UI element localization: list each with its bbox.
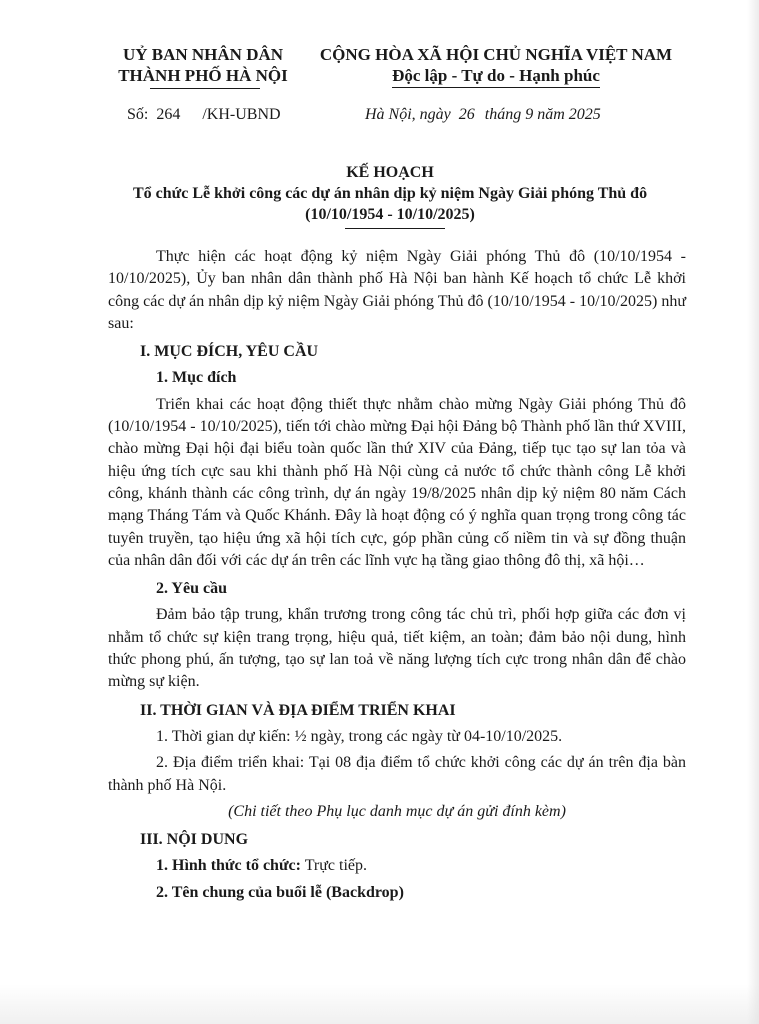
section-3-item-1 <box>108 855 686 877</box>
national-heading <box>308 44 684 88</box>
section-3-item-1-value: Trực tiếp. <box>304 857 368 875</box>
section-1-heading: I. MỤC ĐÍCH, YÊU CẦU <box>140 343 319 361</box>
section-1-sub-1-heading: 1. Mục đích <box>156 369 237 387</box>
page-bottom-shade <box>0 984 759 1024</box>
section-1-sub-2-text: Đảm bảo tập trung, khẩn trương trong công tác chủ trì, phối hợp giữa các đơn vị nhằm tổ chức sự kiện trang trọng, hiệu quả, tiết kiệm, an toàn; đảm bảo nội dung, hình thức phong phú, ấn tượng, tạo sự lan toả về năng lượng tích cực trong nhân dân để chào mừng sự kiện. <box>108 606 686 691</box>
date-prefix: Hà Nội, ngày <box>365 106 451 123</box>
doc-number-label: Số: <box>127 106 149 123</box>
title-line-2: (10/10/1954 - 10/10/2025) <box>305 206 475 223</box>
section-3-item-1-label: 1. Hình thức tổ chức: <box>156 857 301 875</box>
document-date <box>365 106 601 124</box>
page-edge-shadow <box>747 0 759 1024</box>
section-3-heading: III. NỘI DUNG <box>140 831 249 849</box>
nation-name: CỘNG HÒA XÃ HỘI CHỦ NGHĨA VIỆT NAM <box>319 45 673 64</box>
section-1-sub-1-text: Triển khai các hoạt động thiết thực nhằm chào mừng Ngày Giải phóng Thủ đô (10/10/1954 - 10/10/2025), tiến tới chào mừng Đại hội Đảng bộ Thành phố lần thứ XVIII, chào mừng Đại hội đại biểu toàn quốc lần thứ XIV của Đảng, tiếp tục tạo sự lan tỏa và hiệu ứng tích cực sau khi thành phố Hà Nội cùng cả nước tổ chức thành công Lễ khởi công, khánh thành các công trình, dự án ngày 19/8/2025 nhân dịp kỷ niệm 80 năm Cách mạng Tháng Tám và Quốc Khánh. Đây là hoạt động có ý nghĩa quan trọng trong công tác tuyên truyền, tạo hiệu ứng xã hội tích cực, góp phần củng cố niềm tin và sự đồng thuận của nhân dân đối với các dự án trên các lĩnh vực hạ tầng giao thông đô thị, xã hội… <box>108 395 686 569</box>
section-1-sub-2-heading: 2. Yêu cầu <box>156 580 227 598</box>
section-2-heading: II. THỜI GIAN VÀ ĐỊA ĐIỂM TRIỂN KHAI <box>140 701 456 719</box>
issuing-authority <box>105 44 301 86</box>
doc-number-value: 264 <box>156 106 181 123</box>
title-kind: KẾ HOẠCH <box>346 164 434 181</box>
date-day: 26 <box>458 106 475 123</box>
title-line-1: Tổ chức Lễ khởi công các dự án nhân dịp kỷ niệm Ngày Giải phóng Thủ đô <box>132 185 648 202</box>
title-underline <box>345 228 445 229</box>
document-body <box>108 246 686 904</box>
doc-code: /KH-UBND <box>202 106 281 123</box>
section-2-note: (Chi tiết theo Phụ lục danh mục dự án gửi đính kèm) <box>228 802 566 820</box>
date-rest: tháng 9 năm 2025 <box>484 106 601 123</box>
document-title <box>80 162 700 225</box>
section-3-item-2: 2. Tên chung của buổi lễ (Backdrop) <box>156 883 404 901</box>
document-number <box>127 106 281 124</box>
section-2-item-2: 2. Địa điểm triển khai: Tại 08 địa điểm tổ chức khởi công các dự án trên địa bàn thành phố Hà Nội. <box>108 754 686 794</box>
intro-paragraph: Thực hiện các hoạt động kỷ niệm Ngày Giải phóng Thủ đô (10/10/1954 - 10/10/2025), Ủy ban nhân dân thành phố Hà Nội ban hành Kế hoạch tổ chức Lễ khởi công các dự án nhân dịp kỷ niệm Ngày Giải phóng Thủ đô (10/10/1954 - 10/10/2025) như sau: <box>108 248 686 332</box>
org-line-1: UỶ BAN NHÂN DÂN <box>122 45 284 64</box>
nation-motto: Độc lập - Tự do - Hạnh phúc <box>392 65 600 88</box>
org-line-2: THÀNH PHỐ HÀ NỘI <box>118 66 288 85</box>
section-2-item-1: 1. Thời gian dự kiến: ½ ngày, trong các ngày từ 04-10/10/2025. <box>156 727 563 745</box>
authority-underline <box>150 88 260 89</box>
